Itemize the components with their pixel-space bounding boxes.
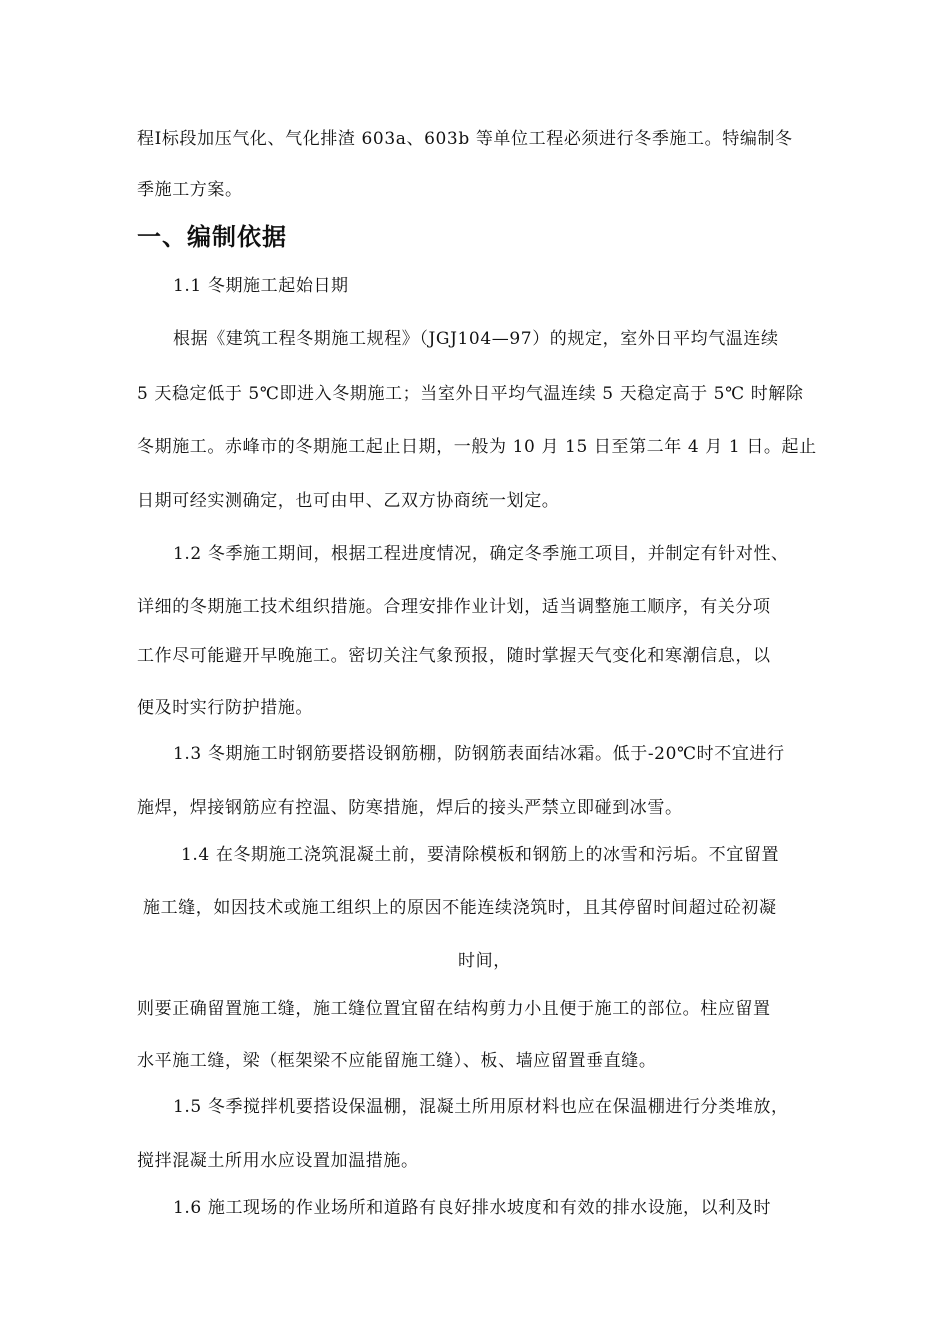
text-line: 便及时实行防护措施。 (137, 698, 313, 718)
text-line: 水平施工缝，梁（框架梁不应能留施工缝）、板、墙应留置垂直缝。 (137, 1051, 657, 1071)
text-line: 根据《建筑工程冬期施工规程》（JGJ104—97）的规定，室外日平均气温连续 (173, 329, 779, 349)
text-line: 时间， (458, 951, 511, 971)
subsection-title: 1.1 冬期施工起始日期 (173, 276, 349, 296)
text-line: 1.5 冬季搅拌机要搭设保温棚，混凝土所用原材料也应在保温棚进行分类堆放， (173, 1097, 789, 1117)
section-heading: 一、编制依据 (137, 223, 287, 251)
text-line: 1.6 施工现场的作业场所和道路有良好排水坡度和有效的排水设施，以利及时 (173, 1198, 772, 1218)
text-line: 季施工方案。 (137, 180, 243, 200)
text-line: 1.4 在冬期施工浇筑混凝土前，要清除模板和钢筋上的冰雪和污垢。不宜留置 (181, 845, 780, 865)
text-line: 1.2 冬季施工期间，根据工程进度情况，确定冬季施工项目，并制定有针对性、 (173, 544, 789, 564)
text-line: 1.3 冬期施工时钢筋要搭设钢筋棚，防钢筋表面结冰霜。低于-20℃时不宜进行 (173, 744, 785, 764)
text-line: 搅拌混凝土所用水应设置加温措施。 (137, 1151, 419, 1171)
text-line: 日期可经实测确定，也可由甲、乙双方协商统一划定。 (137, 491, 560, 511)
text-line: 施焊，焊接钢筋应有控温、防寒措施，焊后的接头严禁立即碰到冰雪。 (137, 798, 683, 818)
text-line: 冬期施工。赤峰市的冬期施工起止日期，一般为 10 月 15 日至第二年 4 月 1 日。起止 (137, 437, 817, 457)
text-line: 5 天稳定低于 5℃即进入冬期施工；当室外日平均气温连续 5 天稳定高于 5℃ 时解除 (137, 384, 804, 404)
text-line: 工作尽可能避开早晚施工。密切关注气象预报，随时掌握天气变化和寒潮信息，以 (137, 646, 771, 666)
text-line: 施工缝，如因技术或施工组织上的原因不能连续浇筑时，且其停留时间超过砼初凝 (143, 898, 777, 918)
text-line: 详细的冬期施工技术组织措施。合理安排作业计划，适当调整施工顺序，有关分项 (137, 597, 771, 617)
text-line: 程Ⅰ标段加压气化、气化排渣 603a、603b 等单位工程必须进行冬季施工。特编制冬 (137, 129, 793, 149)
text-line: 则要正确留置施工缝，施工缝位置宜留在结构剪力小且便于施工的部位。柱应留置 (137, 999, 771, 1019)
